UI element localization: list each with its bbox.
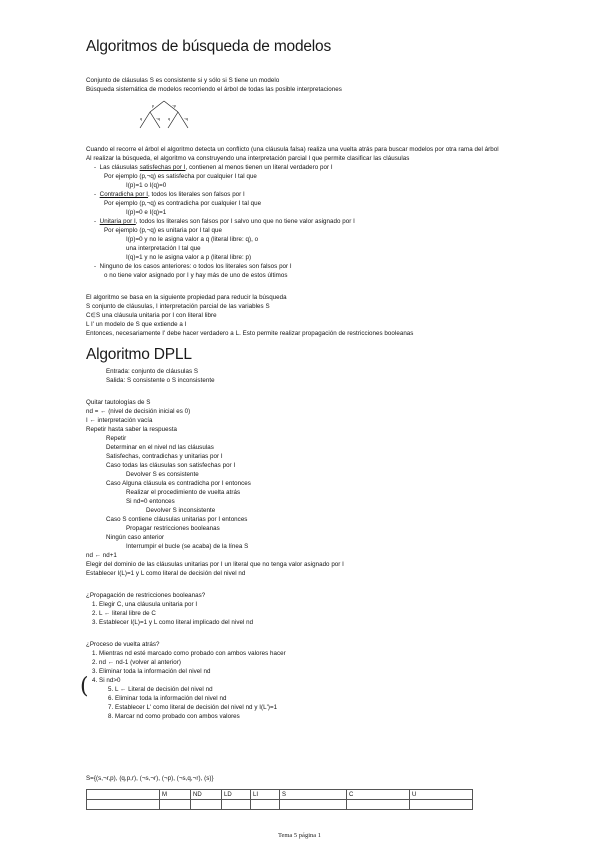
contradicted-values: I(p)=0 e I(q)=1 — [126, 209, 167, 216]
none-bullet — [94, 263, 292, 271]
backtrack-title: ¿Proceso de vuelta atrás? — [86, 641, 160, 648]
table-header-cell: LD — [222, 790, 251, 800]
algo-line-14: Caso S contiene cláusulas unitarias por I entonces — [106, 516, 248, 523]
table-header-cell: LI — [251, 790, 280, 800]
property-line-1: El algoritmo se basa en la siguiente propiedad para reducir la búsqueda — [86, 294, 287, 301]
contradicted-term: Contradicha por I — [99, 191, 148, 198]
algo-line-8: Caso todas las cláusulas son satisfechas por I — [106, 462, 236, 469]
backtrack-item-3: 3. Eliminar toda la información del nivel nd — [92, 668, 211, 675]
property-line-5: Entonces, necesariamente I' debe hacer verdadero a L. Esto permite realizar propagación de restricciones booleanas — [86, 330, 414, 337]
table-cell — [347, 800, 410, 810]
satisfied-dash: - — [94, 164, 97, 171]
table-cell — [280, 800, 347, 810]
table-header-cell: S — [280, 790, 347, 800]
algo-line-16: Ningún caso anterior — [106, 534, 165, 541]
table-header-cell: U — [410, 790, 473, 800]
none-dash: - — [94, 263, 97, 270]
page-footer: Tema 5 página 1 — [277, 832, 322, 839]
algo-line-4: Repetir hasta saber la respuesta — [86, 426, 178, 433]
propagation-title: ¿Propagación de restricciones booleanas? — [86, 592, 206, 599]
backtrack-item-4: 4. Si nd>0 — [92, 677, 121, 684]
algo-line-17: Interrumpir el bucle (se acaba) de la línea S — [126, 543, 249, 550]
dpll-input: Entrada: conjunto de cláusulas S — [106, 368, 199, 375]
contradicted-bullet — [94, 191, 245, 199]
algo-line-11: Realizar el procedimiento de vuelta atrás — [126, 489, 241, 496]
unit-value-1: I(p)=0 y no le asigna valor a q (literal libre: q), o — [126, 236, 259, 243]
none-line-1: Ninguno de los casos anteriores: o todos los literales son falsos por I — [99, 263, 292, 270]
satisfied-term: satisfechas por I — [139, 164, 186, 171]
table-header-cell: ND — [191, 790, 222, 800]
unit-value-3: I(q)=1 y no le asigna valor a p (literal libre: p) — [126, 254, 252, 261]
satisfied-bullet — [94, 164, 333, 172]
table-cell — [410, 800, 473, 810]
section-title-model-search: Algoritmos de búsqueda de modelos — [86, 38, 332, 55]
algo-line-1: Quitar tautologías de S — [86, 399, 151, 406]
contradicted-example: Por ejemplo (p,¬q) es contradicha por cualquier I tal que — [104, 200, 262, 207]
dpll-output: Salida: S consistente o S inconsistente — [106, 377, 215, 384]
section-title-dpll: Algoritmo DPLL — [86, 346, 192, 363]
search-tree-diagram — [132, 98, 196, 134]
contradicted-def: , todos los literales son falsos por I — [148, 191, 245, 198]
property-line-2: S conjunto de cláusulas, I interpretación parcial de las variables S — [86, 303, 270, 310]
backtrack-item-6: 6. Eliminar toda la información del nivel nd — [108, 695, 227, 702]
table-header-cell: C — [347, 790, 410, 800]
handwritten-paren-mark: ( — [80, 674, 89, 699]
algo-line-7: Satisfechas, contradichas y unitarias por I — [106, 453, 223, 460]
table-header-cell: M — [160, 790, 191, 800]
algo-line-15: Propagar restricciones booleanas — [126, 525, 220, 532]
none-line-2: o no tiene valor asignado por I y hay más de uno de estos últimos — [104, 272, 288, 279]
algo-line-10: Caso Alguna cláusula es contradicha por I entonces — [106, 480, 251, 487]
intro-line-2: Búsqueda sistemática de modelos recorriendo el árbol de todas las posible interpretaciones — [86, 86, 342, 93]
intro-line-1: Conjunto de cláusulas S es consistente si y sólo si S tiene un modelo — [86, 77, 280, 84]
propagation-item-3: 3. Establecer I(L)=1 y L como literal implicado del nivel nd — [92, 619, 254, 626]
table-cell — [160, 800, 191, 810]
unit-example: Por ejemplo (p,¬q) es unitaria por I tal que — [104, 227, 222, 234]
backtrack-item-1: 1. Mientras nd esté marcado como probado con ambos valores hacer — [92, 650, 286, 657]
table-row — [87, 800, 473, 810]
unit-value-2: una interpretación I tal que — [126, 245, 201, 252]
unit-term: Unitaria por I — [99, 218, 136, 225]
propagation-item-1: 1. Elegir C, una cláusula unitaria por I — [92, 601, 198, 608]
contradicted-dash: - — [94, 191, 97, 198]
table-cell — [87, 800, 160, 810]
table-cell — [191, 800, 222, 810]
unit-dash: - — [94, 218, 97, 225]
property-line-3: C∈S una cláusula unitaria por I con literal libre — [86, 312, 217, 319]
tree-label-q-right: q — [168, 117, 170, 121]
backtrack-item-2: 2. nd ← nd-1 (volver al anterior) — [92, 659, 181, 666]
algo-line-12: Si nd=0 entonces — [126, 498, 175, 505]
property-line-4: L I' un modelo de S que extiende a I — [86, 321, 187, 328]
propagation-item-2: 2. L ← literal libre de C — [92, 610, 156, 617]
backtrack-item-5: 5. L ← Literal de decisión del nivel nd — [108, 686, 213, 693]
satisfied-values: I(p)=1 o I(q)=0 — [126, 182, 167, 189]
unit-bullet — [94, 218, 355, 226]
partial-interp-line: Al realizar la búsqueda, el algoritmo va construyendo una interpretación parcial I que permite clasificar las cláusulas — [86, 155, 410, 162]
tree-label-not-q-right: ¬q — [184, 117, 188, 121]
conflict-line: Cuando el recorre el árbol el algoritmo detecta un conflicto (una cláusula falsa) realiza una vuelta atrás para buscar modelos por otra rama del árbol — [86, 146, 499, 153]
unit-def: , todos los literales son falsos por I salvo uno que no tiene valor asignado por I — [135, 218, 355, 225]
satisfied-pre: Las cláusulas — [99, 164, 140, 171]
backtrack-item-7: 7. Establecer L' como literal de decisión del nivel nd y I(L')=1 — [108, 704, 278, 711]
algo-line-5: Repetir — [106, 435, 127, 442]
algo-line-2: nd = ← (nivel de decisión inicial es 0) — [86, 408, 191, 415]
table-cell — [222, 800, 251, 810]
algo-line-19: Elegir del dominio de las cláusulas unitarias por I un literal que no tenga valor asignado por I — [86, 561, 344, 568]
trace-table — [86, 789, 473, 810]
satisfied-example: Por ejemplo (p,¬q) es satisfecha por cualquier I tal que — [104, 173, 257, 180]
tree-label-p: p — [152, 104, 154, 108]
satisfied-def: , contienen al menos tienen un literal verdadero por I — [185, 164, 333, 171]
algo-line-3: I ← interpretación vacía — [86, 417, 153, 424]
algo-line-9: Devolver S es consistente — [126, 471, 199, 478]
algo-line-20: Establecer I(L)=1 y L como literal de decisión del nivel nd — [86, 570, 246, 577]
algo-line-13: Devolver S inconsistente — [146, 507, 216, 514]
table-row — [87, 790, 473, 800]
algo-line-6: Determinar en el nivel nd las cláusulas — [106, 444, 214, 451]
table-header-cell — [87, 790, 160, 800]
algo-line-18: nd ← nd+1 — [86, 552, 117, 559]
tree-label-q-left: q — [140, 117, 142, 121]
table-cell — [251, 800, 280, 810]
backtrack-item-8: 8. Marcar nd como probado con ambos valores — [108, 713, 240, 720]
clause-set: S={(s,¬r,p), (q,p,r), (¬s,¬r), (¬p), (¬s,q,¬r), (s)} — [86, 775, 214, 782]
tree-label-not-q-left: ¬q — [156, 117, 160, 121]
tree-label-not-p: ¬p — [172, 104, 176, 108]
